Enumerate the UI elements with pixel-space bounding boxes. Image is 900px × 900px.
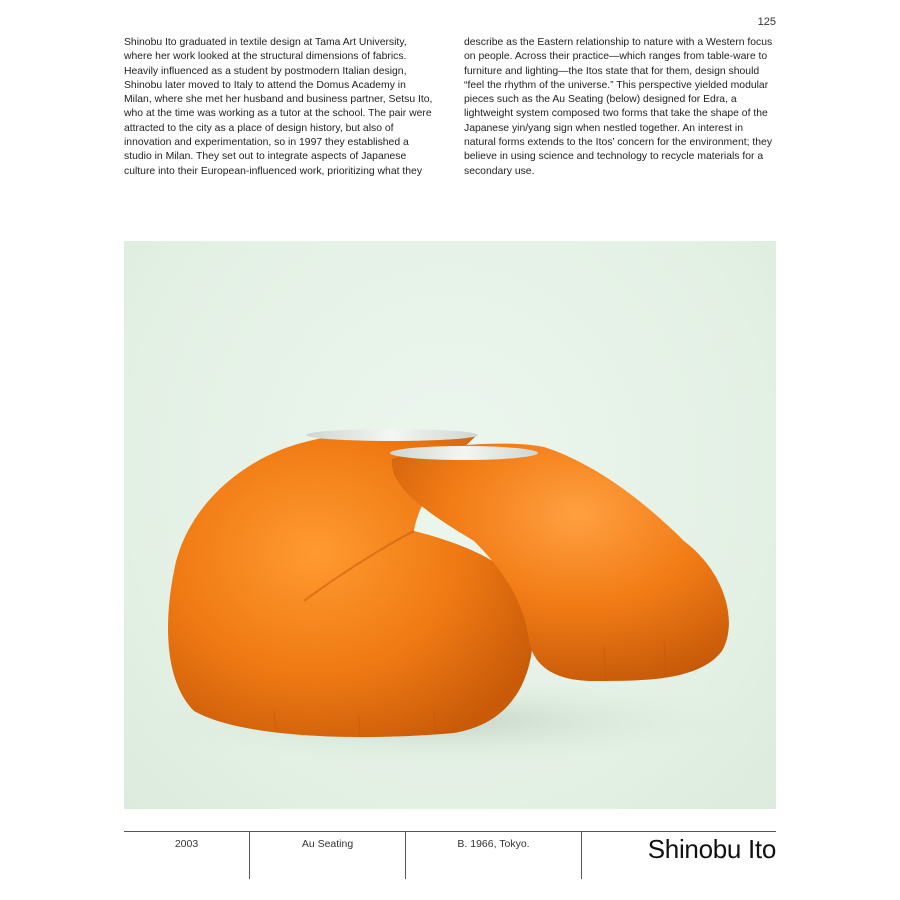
designer-name: Shinobu Ito	[647, 834, 776, 864]
caption-year: 2003	[124, 832, 250, 879]
right-seat-top	[390, 446, 538, 460]
caption-born: B. 1966, Tokyo.	[406, 832, 582, 879]
body-text-left-column: Shinobu Ito graduated in textile design at Tama Art University, where her work looked at the structural dimensions of fabrics. Heavily influenced as a student by postmodern Italian design, Shinobu later moved to Italy to attend the Domus Academy in Milan, where she met her husband and business partner, Setsu Ito, who at the time was working as a tutor at the school. The pair were attracted to the city as a place of design history, but also of innovation and experimentation, so in 1997 they established a studio in Milan. They set out to integrate aspects of Japanese culture into their European-influenced work, prioritizing what they	[124, 37, 433, 177]
au-seating-illustration	[124, 241, 776, 809]
caption-title: Au Seating	[250, 832, 406, 879]
body-text-right-column: describe as the Eastern relationship to nature with a Western focus on people. Across their practice—which ranges from table-ware to furniture and lighting—the Itos state that for them, design should “feel the rhythm of the universe.” This perspective yielded modular pieces such as the Au Seating (below) designed for Edra, a lightweight system composed two forms that take the shape of the Japanese yin/yang sign when nestled together. An interest in natural forms extends to the Itos’ concern for the environment; they believe in using science and technology to recycle materials for a secondary use.	[464, 37, 773, 177]
left-seat-top	[306, 429, 478, 441]
page-number: 125	[757, 16, 776, 28]
caption-bar	[124, 831, 776, 880]
product-photo	[124, 241, 776, 809]
body-text	[124, 36, 776, 179]
